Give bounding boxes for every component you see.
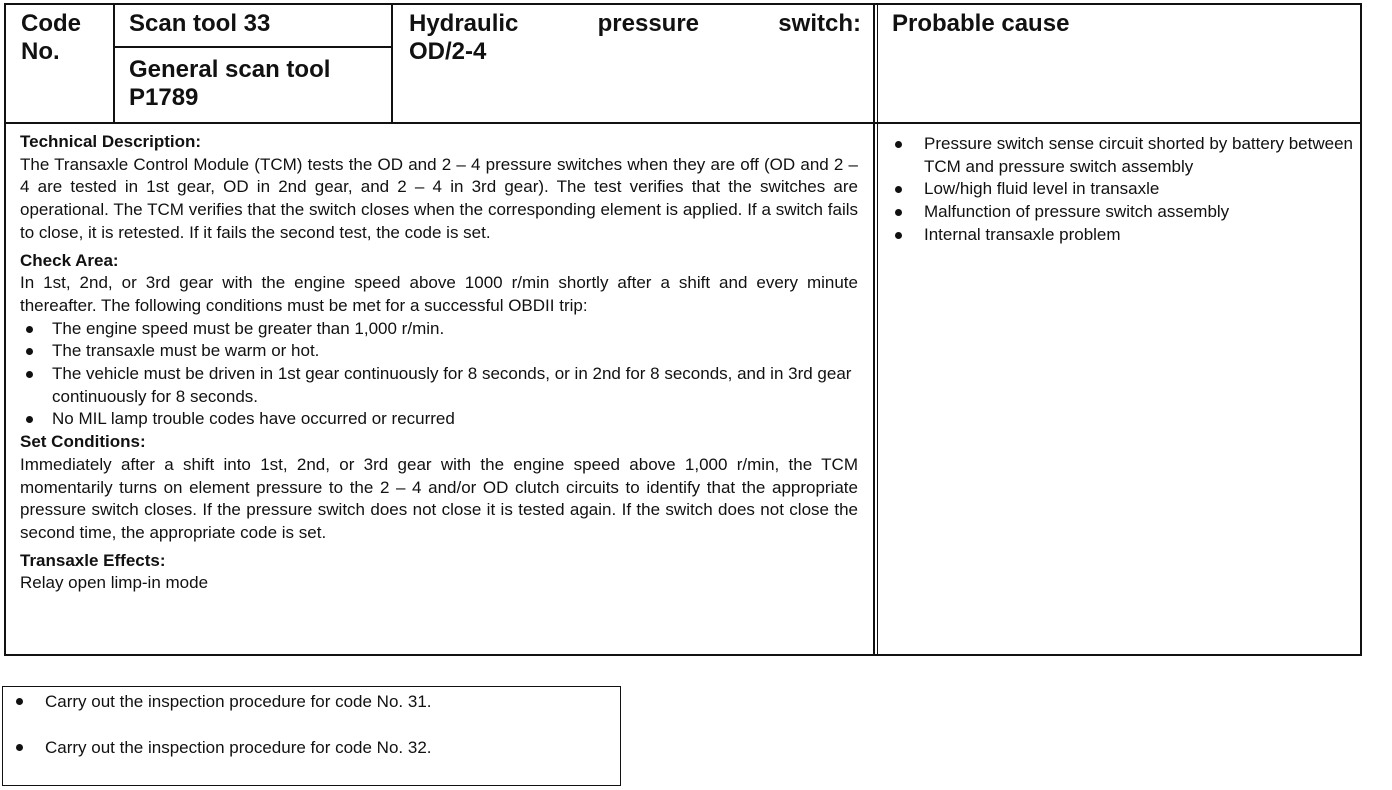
probable-cause-label: Probable cause [892,10,1070,37]
list-item: Malfunction of pressure switch assembly [886,201,1356,224]
scan-tool-label: Scan tool 33 [129,10,271,37]
transaxle-effects-text: Relay open limp-in mode [20,573,209,593]
col-divider-cause-inner [877,4,878,656]
set-conditions-text: Immediately after a shift into 1st, 2nd, or 3rd gear with the engine speed above 1,000 r/min, the TCM momentarily turns on element pressure to the 2 – 4 and/or OD clutch circuits to identify that the appropriate pressure switch closes. If the pressure switch does not close it is tested again. If the switch does not close the second time, the appropriate code is set. [20,454,858,542]
list-item: Carry out the inspection procedure for code No. 31. [3,691,432,713]
list-item: The engine speed must be greater than 1,000 r/min. [20,318,858,341]
list-item: Carry out the inspection procedure for code No. 32. [3,737,432,759]
check-area-conditions [20,318,858,432]
technical-description-text: The Transaxle Control Module (TCM) tests the OD and 2 – 4 pressure switches when they are off (OD and 2 – 4 are tested in 1st gear, OD in 2nd gear, and 2 – 4 in 3rd gear). The test verifies that the switches are operational. The TCM verifies that the switch closes when the corresponding element is applied. If a switch fails to close, it is retested. If it fails the second test, the code is set. [20,154,858,242]
code-no-label: Code No. [21,10,81,65]
check-area-text: In 1st, 2nd, or 3rd gear with the engine speed above 1000 r/min shortly after a shift and every minute thereafter. The following conditions must be met for a successful OBDII trip: [20,273,858,315]
probable-cause-column [886,133,1356,247]
transaxle-effects-heading: Transaxle Effects: [20,550,166,570]
list-item: Low/high fluid level in transaxle [886,178,1356,201]
set-conditions-heading: Set Conditions: [20,432,146,452]
header-divider [4,122,1362,124]
title-word-3: switch: [778,10,861,37]
scan-tool-divider [115,46,391,48]
list-item: Pressure switch sense circuit shorted by battery between TCM and pressure switch assembly [886,133,1356,178]
list-item: No MIL lamp trouble codes have occurred or recurred [20,408,858,431]
title-word-1: Hydraulic [409,10,519,37]
list-item: Internal transaxle problem [886,224,1356,247]
title-line-2: OD/2-4 [409,38,487,65]
list-item: The vehicle must be driven in 1st gear continuously for 8 seconds, or in 2nd for 8 seconds, and in 3rd gear continuously for 8 seconds. [20,363,858,408]
description-column [20,131,858,595]
col-divider-cause [873,4,875,656]
page-title [409,10,861,66]
list-item: The transaxle must be warm or hot. [20,340,858,363]
col-divider-code [113,4,115,122]
technical-description-heading: Technical Description: [20,132,202,151]
col-divider-scan [391,4,393,122]
general-scan-tool-label: General scan tool P1789 [129,56,331,111]
inspection-box [2,686,621,786]
check-area-heading: Check Area: [20,250,119,270]
probable-cause-list [886,133,1356,247]
title-word-2: pressure [597,10,700,37]
